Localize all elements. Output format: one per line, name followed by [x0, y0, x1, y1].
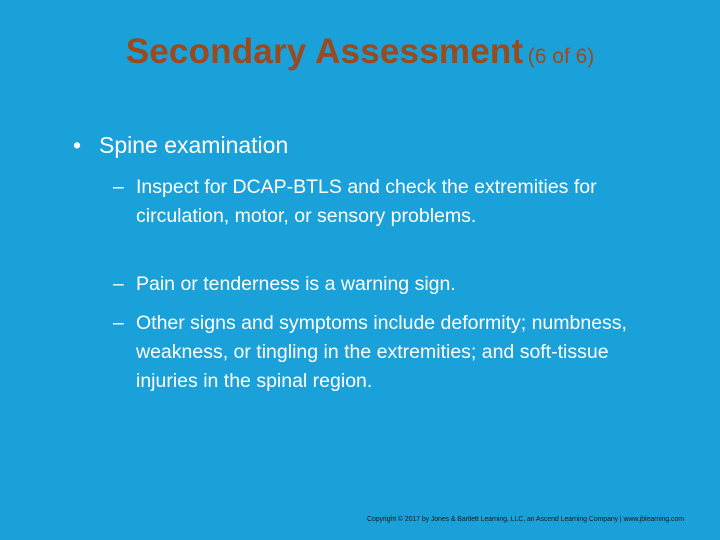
slide-title-part-indicator: (6 of 6) — [527, 45, 595, 68]
subbullet-text: Other signs and symptoms include deformity; numbness, weakness, or tingling in the extremities; and soft-tissue injuries in the spinal region. — [136, 312, 627, 392]
bullet-text: Spine examination — [99, 132, 289, 158]
subbullet-text: Pain or tenderness is a warning sign. — [136, 273, 456, 295]
slide-title-main: Secondary Assessment — [125, 32, 524, 71]
subbullet-item-3 — [113, 309, 673, 396]
bullet-item — [73, 132, 288, 159]
slide-title — [0, 32, 720, 72]
subbullet-text: Inspect for DCAP-BTLS and check the extremities for circulation, motor, or sensory problems. — [136, 176, 597, 227]
subbullet-item-1 — [113, 173, 673, 231]
dash-marker: – — [113, 273, 124, 295]
bullet-marker: • — [73, 132, 82, 158]
dash-marker: – — [113, 312, 124, 334]
dash-marker: – — [113, 176, 124, 198]
subbullet-item-2 — [113, 270, 673, 299]
copyright-footer: Copyright © 2017 by Jones & Bartlett Learning, LLC, an Ascend Learning Company | www.jblearning.com — [367, 516, 684, 523]
